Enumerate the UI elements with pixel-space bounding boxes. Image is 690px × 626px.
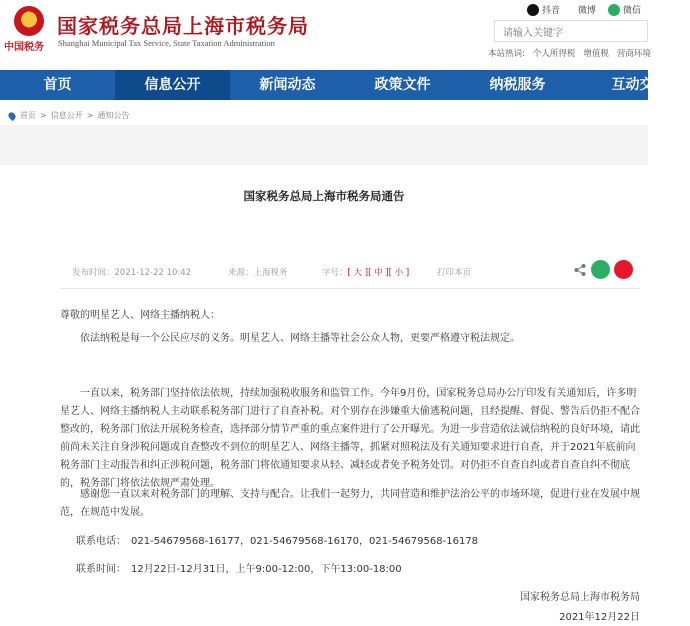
publish-time: 发布时间：2021-12-22 10:42 <box>72 268 192 278</box>
paragraph: 感谢您一直以来对税务部门的理解、支持与配合。让我们一起努力，共同营造和维护法治公平的市场环境，促进行业在发展中规范，在规范中发展。 <box>60 489 640 518</box>
nav-item-policy[interactable]: 政策文件 <box>374 77 431 93</box>
article-source: 来源：上海税务 <box>228 268 288 278</box>
douyin-link[interactable] <box>527 3 560 16</box>
search-box[interactable] <box>494 20 648 42</box>
wechat-icon <box>608 4 620 16</box>
hot-term-link[interactable]: 个人所得税 <box>532 49 576 59</box>
contact-phone: 联系电话： 021-54679568-16177，021-54679568-16170，021-54679568-16178 <box>76 536 479 547</box>
share-weibo-icon[interactable] <box>614 260 633 279</box>
signature-date: 2021年12月22日 <box>559 612 640 623</box>
print-link[interactable]: 打印本页 <box>437 268 472 278</box>
font-size-small[interactable]: [ 小 ] <box>388 268 410 278</box>
breadcrumb-notices[interactable]: 通知公告 <box>97 111 130 120</box>
nav-item-tax-service[interactable]: 纳税服务 <box>489 77 546 93</box>
share-icon[interactable] <box>573 263 587 277</box>
breadcrumb-home[interactable]: 首页 <box>20 111 36 120</box>
article-title: 国家税务总局上海市税务局通告 <box>243 189 405 203</box>
decorative-band <box>0 125 648 165</box>
search-input[interactable] <box>495 24 647 44</box>
paragraph: 依法纳税是每一个公民应尽的义务。明星艺人、网络主播等社会公众人物，更要严格遵守税法规定。 <box>80 333 520 344</box>
breadcrumb <box>8 110 129 121</box>
breadcrumb-info[interactable]: 信息公开 <box>50 111 83 120</box>
weibo-link[interactable] <box>578 3 596 16</box>
wechat-label: 微信 <box>623 6 642 16</box>
breadcrumb-separator: > <box>40 111 47 120</box>
nav-item-home[interactable]: 首页 <box>43 77 72 93</box>
paragraph: 一直以来，税务部门坚持依法依规，持续加强税收服务和监管工作。今年9月份，国家税务总局办公厅印发有关通知后，许多明星艺人、网络主播纳税人主动联系税务部门进行了自查补税。对个别存在涉嫌重大偷逃税问题，且经提醒、督促、警告后仍拒不配合整改的，税务部门依法开展税务检查，选择部分情节严重的重点案件进行了公开曝光。为进一步营造依法诚信纳税的良好环境，请此前尚未关注自身涉税问题或自查整改不到位的明星艺人、网络主播等，抓紧对照税法及有关通知要求进行自查，并于2021年底前向税务部门主动报告和纠正涉税问题，税务部门将依通知要求从轻、减轻或者免予税务处罚。对仍拒不自查自纠或者自查自纠不彻底的，税务部门将依法依规严肃处理。 <box>60 388 640 489</box>
main-nav <box>0 70 654 100</box>
breadcrumb-separator: > <box>86 111 94 120</box>
wechat-link[interactable] <box>608 3 641 16</box>
salutation: 尊敬的明星艺人、网络主播纳税人： <box>60 310 220 321</box>
nav-item-info-disclosure[interactable]: 信息公开 <box>115 70 230 100</box>
douyin-label: 抖音 <box>542 6 561 16</box>
site-header <box>0 0 651 70</box>
contact-time: 联系时间： 12月22日-12月31日，上午9:00-12:00，下午13:00-18:00 <box>76 564 402 575</box>
weibo-label: 微博 <box>578 6 597 16</box>
tax-emblem-icon[interactable] <box>14 6 44 36</box>
signature: 国家税务总局上海市税务局 <box>520 592 640 603</box>
location-pin-icon <box>7 110 17 120</box>
hot-terms-label: 本站热词: <box>488 49 525 59</box>
douyin-icon <box>527 4 539 16</box>
nav-item-interaction[interactable]: 互动交 <box>611 77 654 93</box>
hot-term-link[interactable]: 营商环境 <box>616 49 651 59</box>
emblem-text: 中国税务 <box>4 42 44 53</box>
site-subtitle: Shanghai Municipal Tax Service, State Taxation Administration <box>58 38 275 48</box>
font-size-label: 字号： <box>322 268 348 278</box>
hot-term-link[interactable]: 增值税 <box>583 49 609 59</box>
nav-item-news[interactable]: 新闻动态 <box>259 77 316 93</box>
site-title[interactable]: 国家税务总局上海市税务局 <box>57 14 309 38</box>
font-size-medium[interactable]: [ 中 ] <box>368 268 389 278</box>
font-size-large[interactable]: [ 大 ] <box>347 268 369 278</box>
hot-terms <box>488 47 651 59</box>
share-wechat-icon[interactable] <box>591 260 610 279</box>
font-size-control <box>322 266 409 278</box>
meta-divider <box>60 288 640 289</box>
